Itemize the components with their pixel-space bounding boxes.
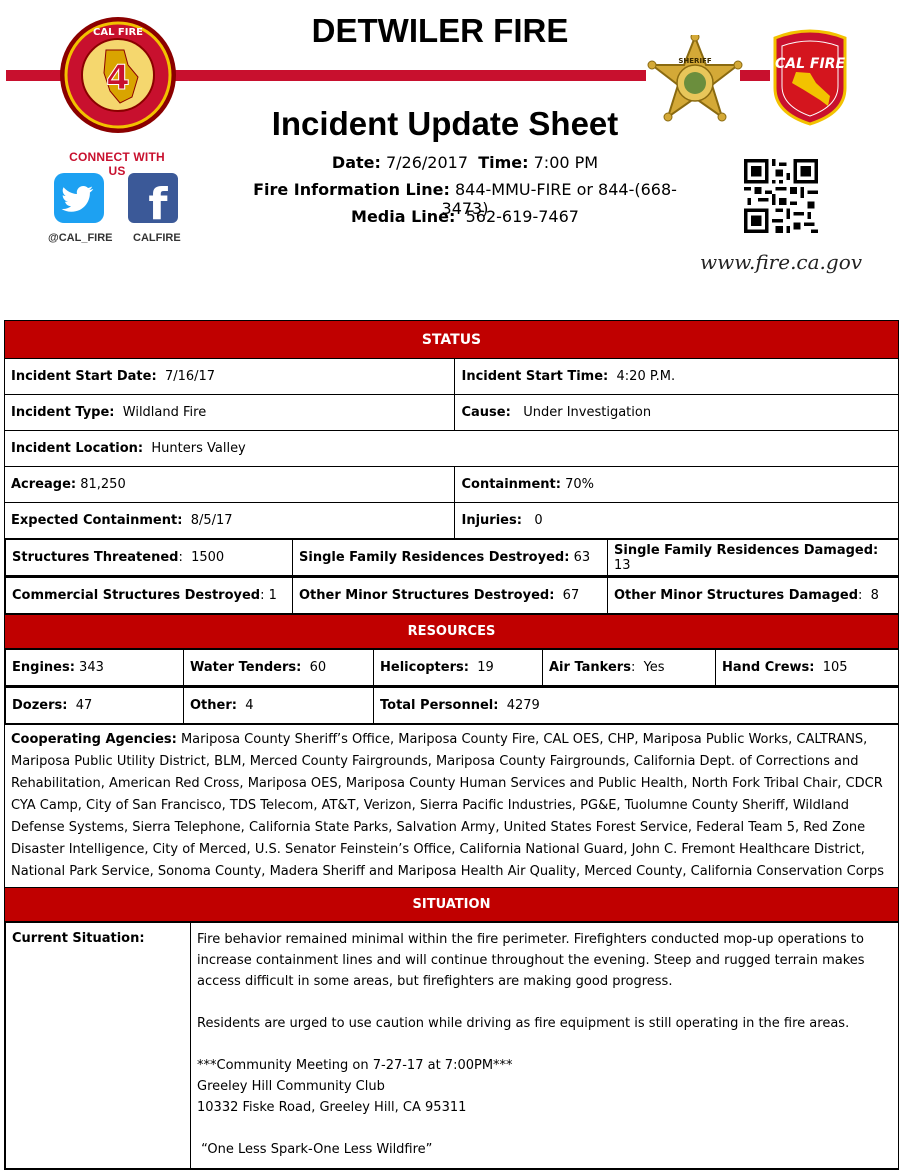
status-header-row	[5, 321, 899, 359]
situation-heading: SITUATION	[5, 888, 899, 922]
cal-fire-badge	[770, 28, 850, 126]
incident-table	[4, 320, 899, 1170]
media-line	[230, 207, 700, 226]
expected-containment-label: Expected Containment:	[11, 513, 183, 528]
meeting-line-2: Greeley Hill Community Club	[197, 1079, 385, 1094]
helicopters-label: Helicopters:	[380, 660, 469, 675]
resources-row-1: Engines: 343 Water Tenders: 60 Helicopters: 19 Air Tankers: Yes Hand Crews: 105	[5, 649, 899, 687]
threatened-value: 1500	[191, 550, 225, 565]
containment-label: Containment:	[461, 477, 561, 492]
status-row-structures-1: Structures Threatened: 1500 Single Family Residences Destroyed: 63 Single Family Residences Damaged: 13	[5, 539, 899, 577]
sfr-damaged-value: 13	[614, 557, 631, 573]
acreage-value: 81,250	[80, 477, 126, 492]
sheriff-star-badge	[645, 35, 745, 130]
situation-header-row	[5, 888, 899, 922]
location-label: Incident Location:	[11, 441, 144, 456]
status-row-structures-2: Commercial Structures Destroyed: 1 Other Minor Structures Destroyed: 67 Other Minor Structures Damaged: 8	[5, 577, 899, 615]
page-subtitle: Incident Update Sheet	[271, 105, 619, 142]
date-time-line	[230, 153, 700, 172]
engines-value: 343	[79, 660, 104, 675]
connect-with-us-label: CONNECT WITH US	[69, 150, 165, 178]
status-row-type	[5, 395, 899, 431]
expected-containment-value: 8/5/17	[190, 513, 233, 528]
agencies-row	[5, 725, 899, 888]
slogan: “One Less Spark-One Less Wildfire”	[197, 1142, 433, 1157]
engines-label: Engines:	[12, 660, 75, 675]
svg-text:CAL FIRE: CAL FIRE	[92, 27, 144, 38]
fire-info-value: 844-MMU-FIRE or 844-(668-3473)	[441, 180, 677, 218]
location-value: Hunters Valley	[151, 441, 246, 456]
start-time-label: Incident Start Time:	[461, 369, 609, 384]
cause-label: Cause:	[461, 405, 511, 420]
time-value: 7:00 PM	[533, 153, 599, 172]
cause-value: Under Investigation	[523, 405, 652, 420]
situation-row	[5, 922, 899, 1170]
status-row-expected	[5, 503, 899, 539]
cal-fire-imt-seal	[58, 15, 178, 135]
water-tenders-label: Water Tenders:	[190, 660, 302, 675]
time-label: Time:	[478, 153, 529, 172]
commercial-value: 1	[268, 588, 277, 603]
facebook-icon[interactable]	[128, 173, 178, 223]
community-meeting-block	[197, 1055, 892, 1118]
start-time-value: 4:20 P.M.	[616, 369, 676, 384]
media-value: 562-619-7467	[465, 207, 579, 226]
dozers-value: 47	[75, 698, 93, 713]
agencies-value: Mariposa County Sheriff’s Office, Mariposa County Fire, CAL OES, CHP, Mariposa Public Works, CALTRANS, Mariposa Public Utility District, BLM, Merced County Fairgrounds, Mariposa County Fairgrounds, California Dept. of Corrections and Rehabilitation, American Red Cross, Mariposa OES, Mariposa County Human Services and Public Health, North Fork Tribal Chair, CDCR CYA Camp, City of San Francisco, TDS Telecom, AT&T, Verizon, Sierra Pacific Industries, PG&E, Tuolumne County Sheriff, Wildland Defense Systems, Sierra Telephone, California State Parks, Salvation Army, United States Forest Service, Federal Team 5, Red Zone Disaster Intelligence, City of Merced, U.S. Senator Feinstein’s Office, California National Guard, John C. Fremont Healthcare District, National Park Service, Sonoma County, Madera Sheriff and Mariposa Health Air Quality, Merced County, California Conservation Corps	[11, 732, 885, 879]
hand-crews-value: 105	[822, 660, 848, 675]
svg-text:f: f	[148, 179, 168, 223]
resources-row-2	[5, 687, 899, 725]
other-damaged-value: 8	[870, 588, 879, 603]
acreage-label: Acreage:	[11, 477, 77, 492]
helicopters-value: 19	[477, 660, 494, 675]
page-title: DETWILER FIRE	[311, 12, 569, 49]
status-row-start	[5, 359, 899, 395]
air-tankers-value: Yes	[643, 660, 665, 675]
air-tankers-label: Air Tankers	[549, 660, 631, 675]
meeting-line-3: 10332 Fiske Road, Greeley Hill, CA 95311	[197, 1100, 467, 1115]
twitter-handle[interactable]: @CAL_FIRE	[48, 232, 113, 244]
qr-code[interactable]	[744, 159, 818, 233]
cal-fire-badge-text: CAL FIRE	[774, 56, 846, 72]
sfr-destroyed-value: 63	[573, 550, 591, 565]
personnel-label: Total Personnel:	[380, 698, 499, 713]
other-destroyed-value: 67	[562, 588, 580, 603]
facebook-handle[interactable]: CALFIRE	[133, 232, 181, 244]
current-situation-label: Current Situation:	[12, 931, 145, 946]
status-row-acreage	[5, 467, 899, 503]
meeting-line-1: ***Community Meeting on 7-27-17 at 7:00PM***	[197, 1058, 513, 1073]
situation-paragraph-2: Residents are urged to use caution while driving as fire equipment is still operating in the fire areas.	[197, 1016, 850, 1031]
sheriff-text: SHERIFF	[678, 57, 712, 65]
water-tenders-value: 60	[309, 660, 327, 675]
dozers-label: Dozers:	[12, 698, 68, 713]
resources-heading: RESOURCES	[5, 615, 899, 649]
agencies-label: Cooperating Agencies:	[11, 732, 177, 747]
other-label: Other:	[190, 698, 237, 713]
incident-type-label: Incident Type:	[11, 405, 115, 420]
containment-value: 70%	[565, 477, 594, 492]
start-date-label: Incident Start Date:	[11, 369, 157, 384]
hand-crews-label: Hand Crews:	[722, 660, 815, 675]
injuries-label: Injuries:	[461, 513, 522, 528]
personnel-value: 4279	[506, 698, 540, 713]
status-row-location	[5, 431, 899, 467]
sfr-damaged-label: Single Family Residences Damaged:	[614, 542, 879, 558]
fire-info-label: Fire Information Line:	[253, 180, 450, 199]
date-label: Date:	[331, 153, 381, 172]
start-date-value: 7/16/17	[164, 369, 216, 384]
injuries-value: 0	[534, 513, 543, 528]
status-heading: STATUS	[5, 321, 899, 359]
media-label: Media Line:	[351, 207, 456, 226]
other-destroyed-label: Other Minor Structures Destroyed:	[299, 588, 555, 603]
situation-paragraph-1: Fire behavior remained minimal within the fire perimeter. Firefighters conducted mop-up operations to increase containment lines and will continue throughout the evening. Steep and rugged terrain makes access difficult in some areas, but firefighters are making good progress.	[197, 932, 865, 989]
website-link[interactable]: www.fire.ca.gov	[700, 250, 863, 274]
incident-type-value: Wildland Fire	[122, 405, 207, 420]
other-damaged-label: Other Minor Structures Damaged	[614, 588, 859, 603]
date-value: 7/26/2017	[385, 153, 469, 172]
threatened-label: Structures Threatened	[12, 550, 179, 565]
commercial-label: Commercial Structures Destroyed	[12, 588, 261, 603]
resources-header-row	[5, 615, 899, 649]
svg-text:4: 4	[106, 58, 130, 98]
other-value: 4	[245, 698, 254, 713]
sfr-destroyed-label: Single Family Residences Destroyed:	[299, 550, 570, 565]
twitter-icon[interactable]	[54, 173, 104, 223]
